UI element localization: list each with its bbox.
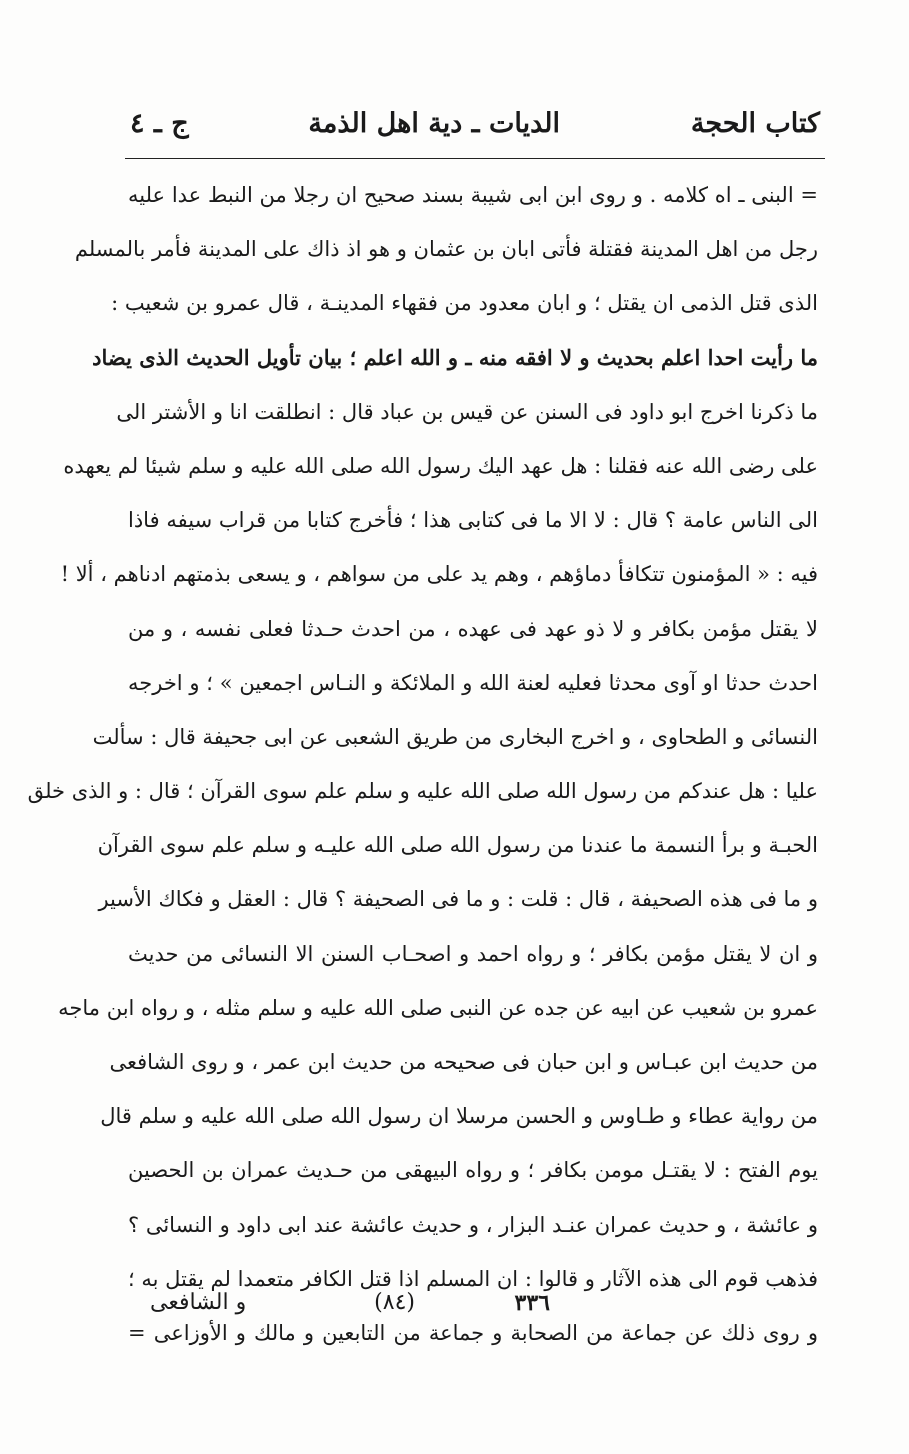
book-title: كتاب الحجة (690, 108, 820, 139)
header-rule (125, 158, 825, 159)
text-line: و ان لا يقتل مؤمن بكافر ؛ و رواه احمد و اصحـاب السنن الا النسائى من حديث (128, 941, 818, 966)
running-header (130, 108, 820, 152)
page-footer (150, 1290, 550, 1326)
catchword: و الشافعى (150, 1290, 247, 1315)
text-line: من رواية عطاء و طـاوس و الحسن مرسلا ان رسول الله صلى الله عليه و سلم قال (100, 1104, 818, 1129)
text-line: على رضى الله عنه فقلنا : هل عهد اليك رسول الله صلى الله عليه و سلم شيئا لم يعهده (63, 453, 818, 478)
text-line: الذى قتل الذمى ان يقتل ؛ و ابان معدود من فقهاء المدينـة ، قال عمرو بن شعيب : (111, 291, 818, 316)
page-number: ٣٣٦ (514, 1290, 550, 1316)
text-line: يوم الفتح : لا يقتـل مومن بكافر ؛ و رواه البيهقى من حـديث عمران بن الحصين (128, 1158, 818, 1183)
text-line: ما رأيت احدا اعلم بحديث و لا افقه منه ـ و الله اعلم ؛ بيان تأويل الحديث الذى يضاد (92, 344, 818, 370)
text-line: و روى ذلك عن جماعة من الصحابة و جماعة من التابعين و مالك و الأوزاعى = (128, 1320, 818, 1345)
chapter-title: الديات ـ دية اهل الذمة (308, 108, 560, 139)
signature-mark: (٨٤) (374, 1290, 415, 1315)
text-line: رجل من اهل المدينة فقتلة فأتى ابان بن عثمان و هو اذ ذاك على المدينة فأمر بالمسلم (74, 237, 818, 262)
text-line: احدث حدثا او آوى محدثا فعليه لعنة الله و الملائكة و النـاس اجمعين » ؛ و اخرجه (128, 670, 818, 695)
text-line: و عائشة ، و حديث عمران عنـد البزار ، و حديث عائشة عند ابى داود و النسائى ؟ (128, 1212, 818, 1237)
text-line: ما ذكرنا اخرج ابو داود فى السنن عن قيس بن عباد قال : انطلقت انا و الأشتر الى (116, 399, 818, 424)
main-text (27, 168, 818, 1360)
text-line: الحبـة و برأ النسمة ما عندنا من رسول الله صلى الله عليـه و سلم علم سوى القرآن (97, 833, 818, 858)
text-line: و ما فى هذه الصحيفة ، قال : قلت : و ما فى الصحيفة ؟ قال : العقل و فكاك الأسير (98, 887, 818, 912)
text-line: لا يقتل مؤمن بكافر و لا ذو عهد فى عهده ، من احدث حـدثا فعلى نفسه ، و من (128, 616, 818, 641)
text-line: الى الناس عامة ؟ قال : لا الا ما فى كتابى هذا ؛ فأخرج كتابا من قراب سيفه فاذا (128, 508, 818, 533)
text-line: عمرو بن شعيب عن ابيه عن جده عن النبى صلى الله عليه و سلم مثله ، و رواه ابن ماجه (58, 995, 818, 1020)
text-line: = البنى ـ اه كلامه . و روى ابن ابى شيبة بسند صحيح ان رجلا من النبط عدا عليه (128, 183, 818, 207)
text-line: النسائى و الطحاوى ، و اخرج البخارى من طريق الشعبى عن ابى جحيفة قال : سألت (92, 724, 818, 749)
text-line: عليا : هل عندكم من رسول الله صلى الله عليه و سلم علم سوى القرآن ؛ قال : و الذى خلق (27, 779, 818, 804)
text-line: فيه : « المؤمنون تتكافأ دماؤهم ، وهم يد على من سواهم ، و يسعى بذمتهم ادناهم ، ألا ! (60, 562, 818, 587)
text-line: فذهب قوم الى هذه الآثار و قالوا : ان المسلم اذا قتل الكافر متعمدا لم يقتل به ؛ (128, 1266, 818, 1291)
volume-number: ج ـ ٤ (130, 108, 189, 139)
text-line: من حديث ابن عبـاس و ابن حبان فى صحيحه من حديث ابن عمر ، و روى الشافعى (109, 1050, 818, 1074)
